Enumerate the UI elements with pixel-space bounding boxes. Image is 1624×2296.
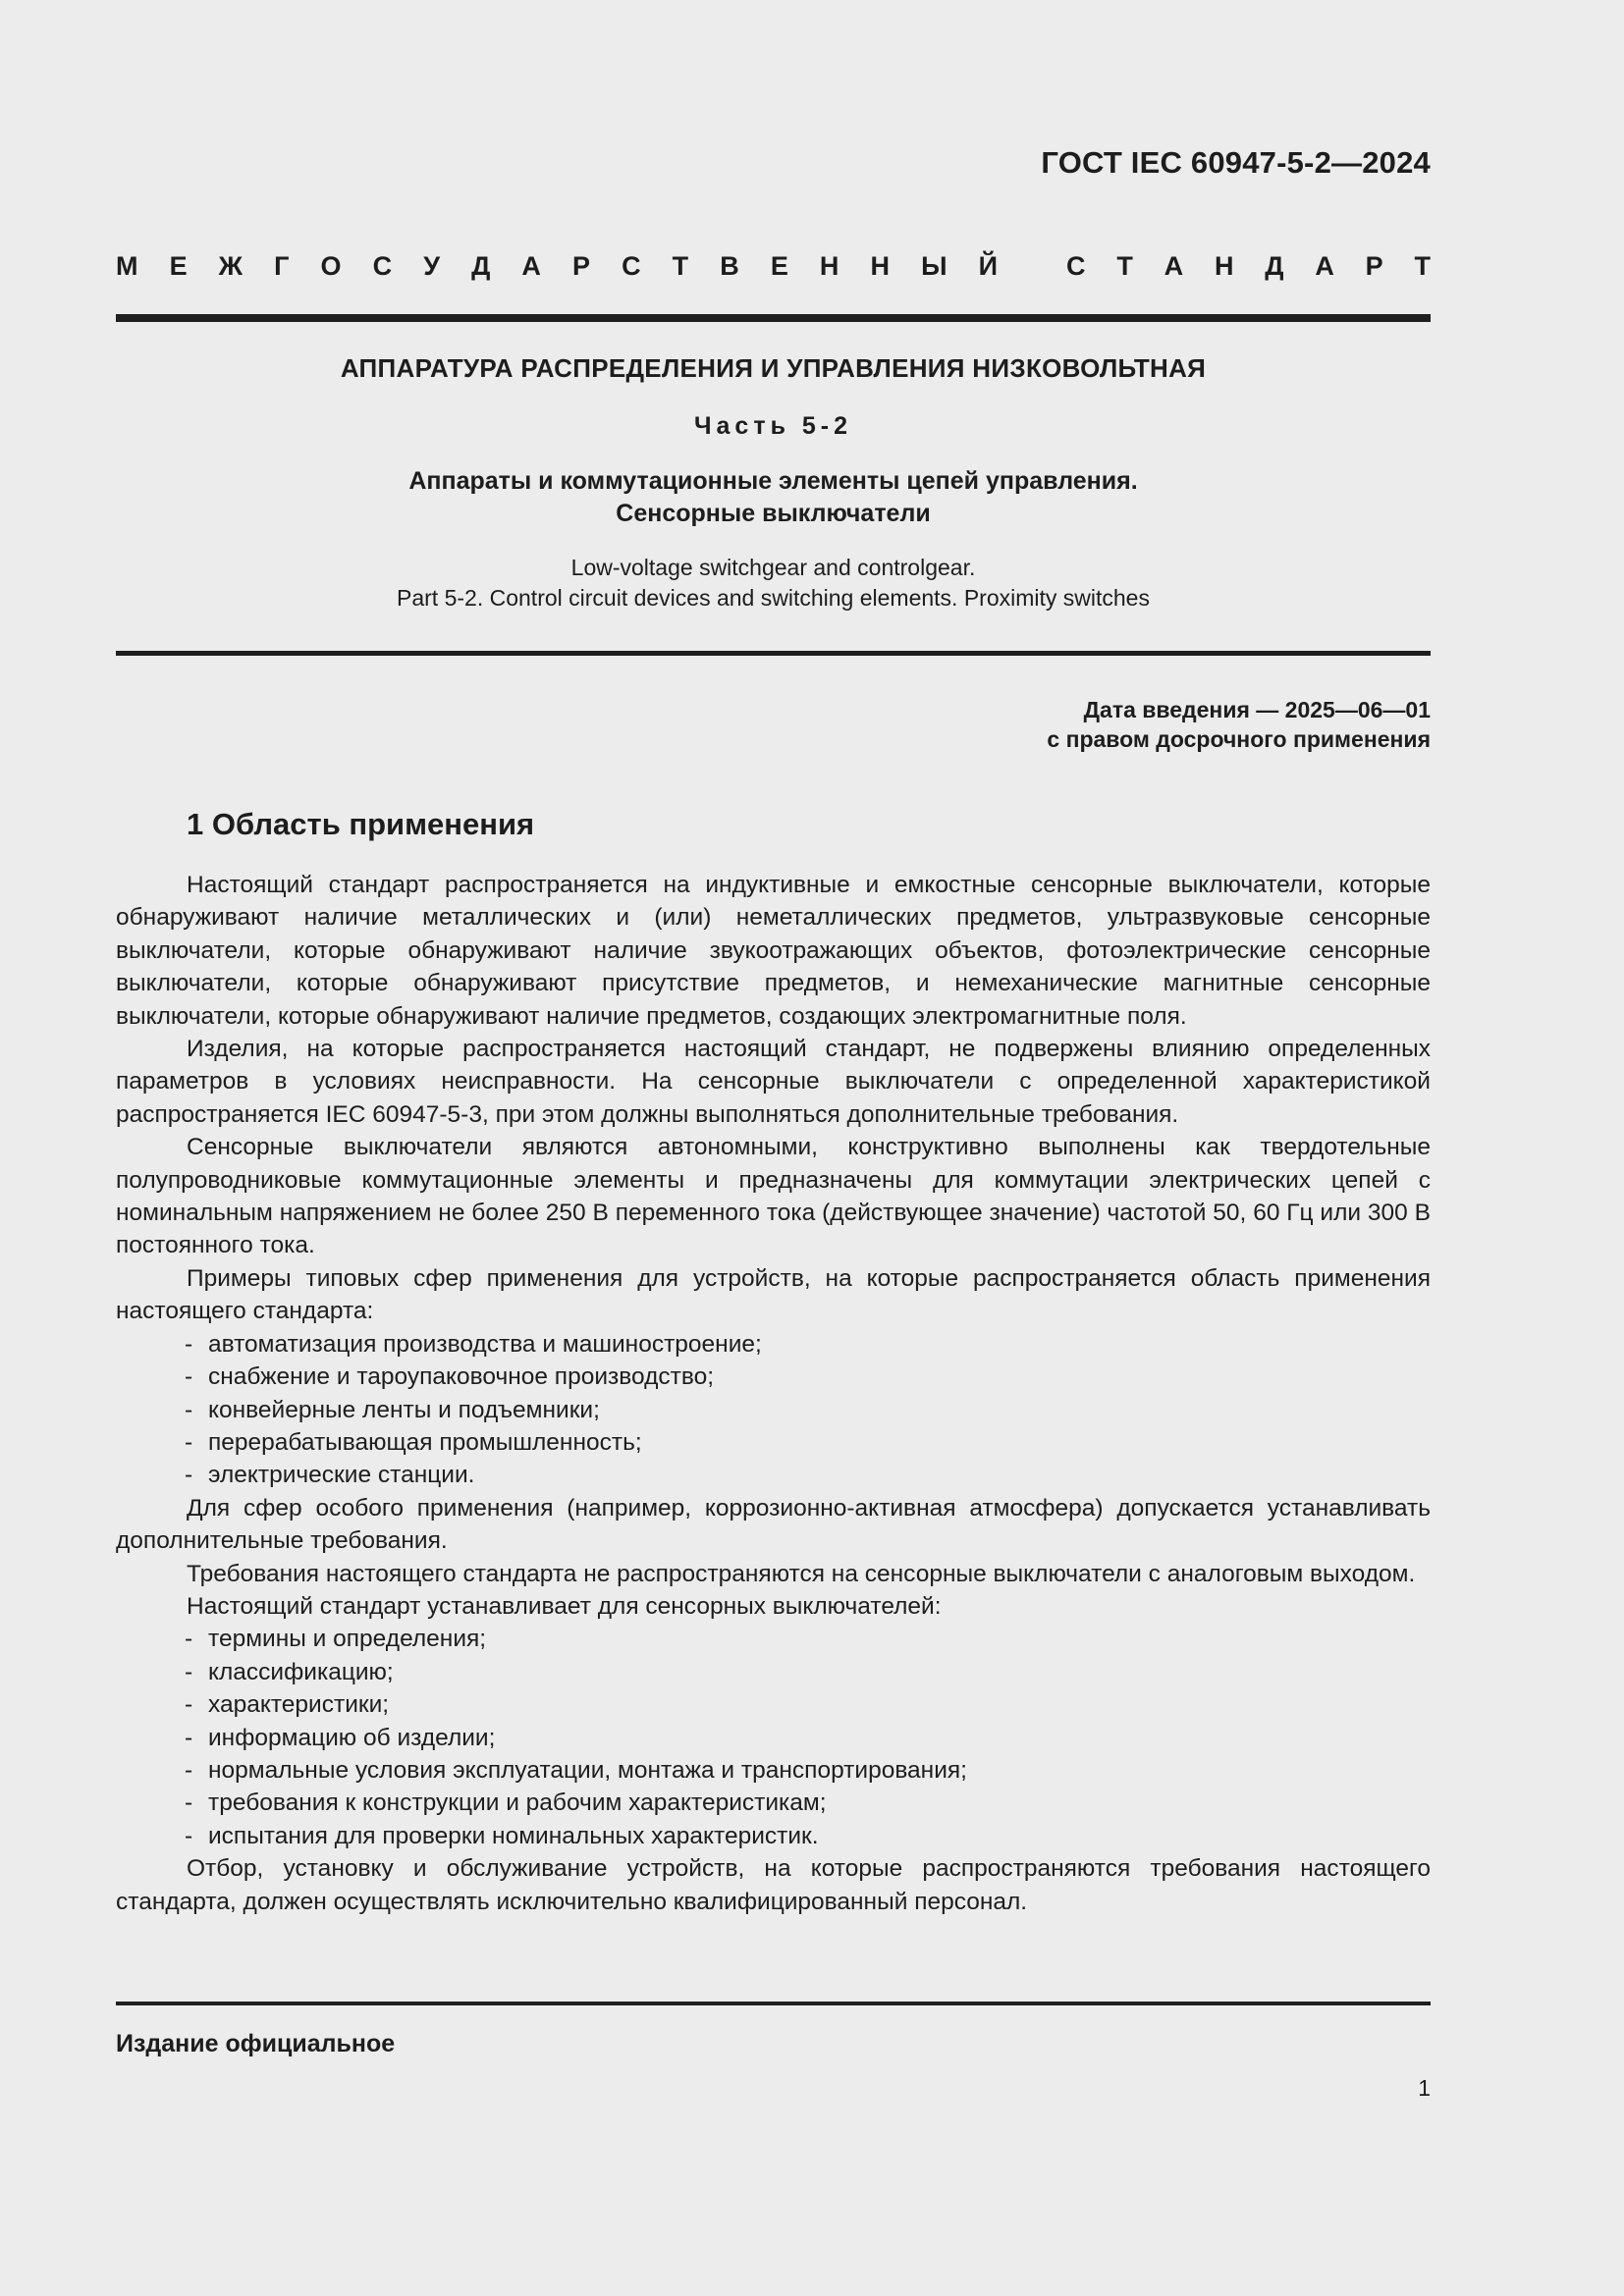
english-title-line-1: Low-voltage switchgear and controlgear. (570, 555, 976, 580)
standard-type-heading (116, 251, 1431, 282)
standard-type-word-1-letter: Е (169, 251, 188, 281)
list-item-text: классификацию; (208, 1658, 394, 1685)
standard-type-word-1-letter: Й (978, 251, 998, 281)
list-dash: - (185, 1658, 193, 1685)
document-subtitle (116, 465, 1431, 530)
list-dash: - (185, 1626, 193, 1653)
standard-type-word-2-letter: Д (1265, 251, 1284, 281)
standard-type-word-1-letter: Н (870, 251, 890, 281)
standard-type-word-1-letter: Ж (218, 251, 244, 281)
list-item-text: испытания для проверки номинальных характеристик. (208, 1822, 819, 1849)
document-title: АППАРАТУРА РАСПРЕДЕЛЕНИЯ И УПРАВЛЕНИЯ НИЗКОВОЛЬТНАЯ (340, 353, 1207, 383)
standard-type-word-1-letter: С (622, 251, 641, 281)
standard-type-word-2-letter: Т (1414, 251, 1431, 281)
standard-type-word-1-letter: Т (672, 251, 689, 281)
standard-type-word-1-letter: Н (819, 251, 839, 281)
body-paragraph: Изделия, на которые распространяется настоящий стандарт, не подвержены влиянию определенных параметров в условиях неисправности. На сенсорные выключатели с определенной характеристикой распространяется IEC 60947-5-3, при этом должны выполняться дополнительные требования. (116, 1036, 1431, 1128)
list-item-text: нормальные условия эксплуатации, монтажа и транспортирования; (208, 1756, 967, 1784)
section-body (116, 869, 1431, 1918)
list-dash: - (185, 1822, 193, 1849)
list-dash: - (185, 1363, 193, 1391)
introduction-date-line-1: Дата введения — 2025—06—01 (1083, 697, 1431, 722)
english-title-line-2: Part 5-2. Control circuit devices and switching elements. Proximity switches (397, 585, 1150, 611)
list-item (116, 1623, 1431, 1655)
standard-type-word-2 (1066, 251, 1431, 282)
list-item-text: автоматизация производства и машиностроение; (208, 1330, 762, 1358)
list-item-text: характеристики; (208, 1691, 390, 1719)
list-item (116, 1722, 1431, 1754)
standard-type-word-1 (116, 251, 998, 282)
list-item-text: информацию об изделии; (208, 1724, 496, 1751)
list-item (116, 1787, 1431, 1819)
list-dash: - (185, 1724, 193, 1751)
page-number: 1 (1418, 2075, 1431, 2101)
standard-type-word-1-letter: Е (770, 251, 788, 281)
list-dash: - (185, 1756, 193, 1784)
standard-type-word-2-letter: Н (1214, 251, 1234, 281)
official-edition-label: Издание официальное (116, 2030, 396, 2057)
list-item-text: термины и определения; (208, 1626, 487, 1653)
body-paragraph: Настоящий стандарт устанавливает для сенсорных выключателей: (187, 1592, 942, 1620)
introduction-date-line-2: с правом досрочного применения (1047, 726, 1431, 752)
title-bottom-rule (116, 651, 1431, 656)
body-paragraph: Примеры типовых сфер применения для устройств, на которые распространяется область применения настоящего стандарта: (116, 1264, 1431, 1325)
footer-rule (116, 2002, 1431, 2005)
list-item (116, 1754, 1431, 1787)
standard-type-word-2-letter: Р (1365, 251, 1383, 281)
part-number: Часть 5-2 (693, 412, 853, 440)
list-dash: - (185, 1462, 193, 1489)
standard-type-word-1-letter: Г (274, 251, 290, 281)
standard-type-word-2-letter: А (1315, 251, 1334, 281)
list-item-text: перерабатывающая промышленность; (208, 1428, 642, 1456)
list-dash: - (185, 1428, 193, 1456)
body-paragraph: Настоящий стандарт распространяется на индуктивные и емкостные сенсорные выключатели, которые обнаруживают наличие металлических и (или) неметаллических предметов, ультразвуковые сенсорные выключатели, которые обнаруживают наличие звукоотражающих объектов, фотоэлектрические сенсорные выключатели, которые обнаруживают присутствие предметов, и немеханические магнитные сенсорные выключатели, которые обнаруживают наличие предметов, создающих электромагнитные поля. (116, 872, 1431, 1030)
body-paragraph: Сенсорные выключатели являются автономными, конструктивно выполнены как твердотельные полупроводниковые коммутационные элементы и предназначены для коммутации электрических цепей с номинальным напряжением не более 250 В переменного тока (действующее значение) частотой 50, 60 Гц или 300 В постоянного тока. (116, 1134, 1431, 1259)
standard-type-word-1-letter: Ы (921, 251, 947, 281)
list-dash: - (185, 1691, 193, 1719)
list-item (116, 1656, 1431, 1688)
standard-type-word-1-letter: М (116, 251, 138, 281)
standard-type-word-1-letter: В (720, 251, 739, 281)
section-heading: 1 Область применения (187, 807, 535, 841)
document-page (116, 0, 1431, 2296)
subtitle-line-2: Сенсорные выключатели (616, 500, 931, 527)
standard-type-word-2-letter: С (1066, 251, 1086, 281)
list-item-text: конвейерные ленты и подъемники; (208, 1396, 600, 1423)
list-item (116, 1361, 1431, 1393)
list-item (116, 1426, 1431, 1459)
list-item-text: снабжение и тароупаковочное производство; (208, 1363, 715, 1391)
list-dash: - (185, 1330, 193, 1358)
list-item (116, 1459, 1431, 1491)
standard-type-word-1-letter: У (423, 251, 441, 281)
standard-type-word-2-letter: Т (1116, 251, 1133, 281)
english-title (116, 553, 1431, 614)
list-dash: - (185, 1789, 193, 1817)
list-item (116, 1688, 1431, 1721)
standard-type-word-1-letter: Р (572, 251, 591, 281)
standard-type-word-1-letter: О (320, 251, 342, 281)
standard-designation: ГОСТ IEC 60947-5-2—2024 (1041, 145, 1431, 180)
body-paragraph: Для сфер особого применения (например, коррозионно-активная атмосфера) допускается устанавливать дополнительные требования. (116, 1494, 1431, 1555)
list-item-text: требования к конструкции и рабочим характеристикам; (208, 1789, 827, 1817)
list-dash: - (185, 1396, 193, 1423)
top-rule (116, 314, 1431, 322)
standard-type-word-1-letter: А (521, 251, 541, 281)
body-paragraph: Требования настоящего стандарта не распространяются на сенсорные выключатели с аналоговым выходом. (187, 1560, 1416, 1587)
standard-type-word-2-letter: А (1164, 251, 1184, 281)
list-item (116, 1820, 1431, 1852)
list-item (116, 1328, 1431, 1361)
subtitle-line-1: Аппараты и коммутационные элементы цепей управления. (408, 467, 1138, 495)
body-paragraph: Отбор, установку и обслуживание устройств, на которые распространяются требования настоящего стандарта, должен осуществлять исключительно квалифицированный персонал. (116, 1855, 1431, 1915)
introduction-date (1047, 695, 1431, 754)
list-item-text: электрические станции. (208, 1462, 475, 1489)
list-item (116, 1394, 1431, 1426)
standard-type-word-1-letter: Д (471, 251, 491, 281)
standard-type-word-1-letter: С (372, 251, 393, 281)
